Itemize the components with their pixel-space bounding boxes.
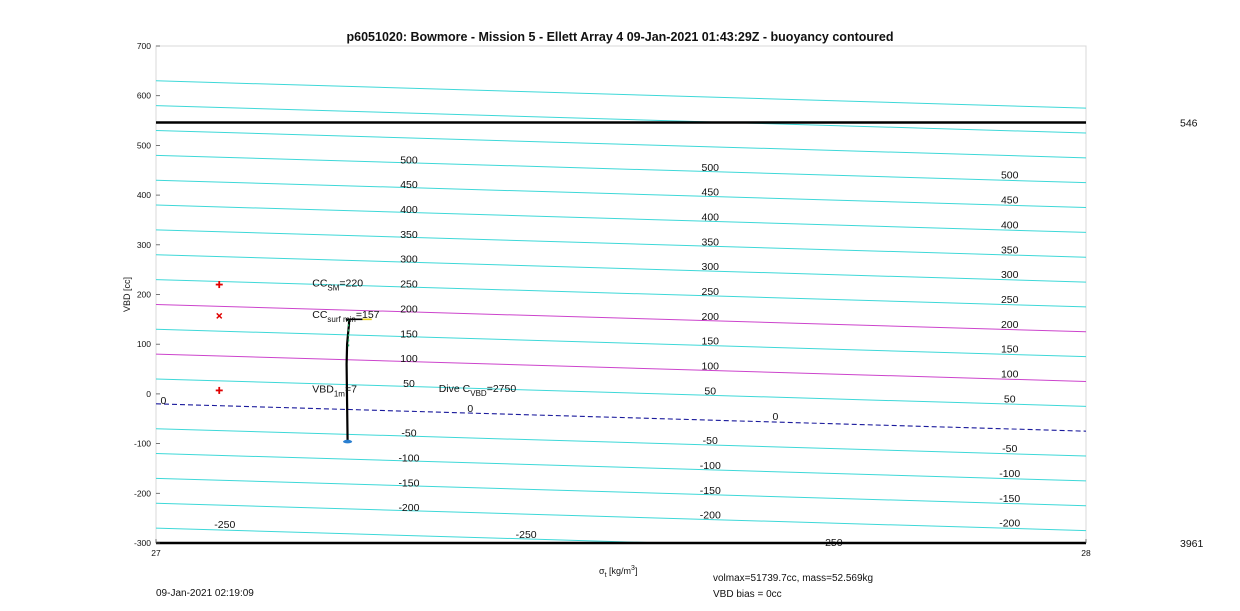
x-tick-label: 27 (151, 548, 161, 558)
reference-line-label: 546 (1180, 117, 1198, 130)
contour-label: 100 (400, 353, 418, 366)
contour-label: 500 (701, 161, 720, 174)
plot-area (156, 46, 1086, 543)
y-tick-label: 600 (136, 90, 151, 101)
y-tick-label: 700 (136, 41, 151, 51)
contour-label: -100 (999, 467, 1021, 480)
contour-label: 150 (1000, 343, 1019, 356)
contour-label: -150 (999, 492, 1021, 505)
y-tick-label: -300 (133, 538, 151, 548)
contour-label: 0 (160, 394, 167, 407)
y-tick-label: 0 (146, 388, 151, 399)
y-tick-label: 400 (136, 190, 151, 201)
contour-label: 50 (403, 377, 415, 390)
contour-label: 100 (701, 360, 720, 373)
contour-label: 300 (701, 261, 720, 274)
contour-label: 300 (400, 253, 418, 266)
contour-label: -100 (398, 452, 420, 465)
y-tick-label: 200 (136, 289, 151, 300)
contour-label: -150 (699, 484, 721, 497)
footer-volmax: volmax=51739.7cc, mass=52.569kg (713, 573, 874, 584)
contour-label: 200 (1000, 318, 1019, 331)
contour-label: 450 (701, 186, 720, 199)
y-tick-label: 300 (136, 239, 151, 250)
contour-label: 50 (1003, 393, 1016, 406)
dive-c-annotation: Dive $C_{VBD}=2750$ (438, 382, 517, 398)
contour-label: 0 (772, 410, 779, 423)
contour-label: 150 (701, 335, 720, 348)
contour-label: 200 (701, 310, 720, 323)
contour-label: -50 (702, 435, 718, 448)
footer-date: 09-Jan-2021 02:19:09 (156, 588, 254, 599)
contour-label: -50 (401, 427, 417, 440)
contour-label: -250 (821, 537, 843, 550)
contour-label: -250 (214, 519, 236, 532)
contour-label: 250 (1000, 293, 1019, 306)
y-tick-label: -100 (133, 438, 151, 449)
marker-annotation: $VBD_{1m}=7$ (312, 383, 357, 399)
contour-label: -150 (398, 477, 420, 490)
y-tick-label: -200 (133, 488, 151, 499)
contour-label: 350 (1000, 244, 1019, 257)
contour-label: -200 (999, 517, 1021, 530)
contour-label: -50 (1002, 443, 1018, 456)
contour-label: -100 (699, 459, 721, 472)
contour-label: 250 (701, 286, 720, 299)
x-tick-label: 28 (1081, 548, 1091, 558)
contour-label: 0 (467, 402, 474, 415)
footer-vbd-bias: VBD bias = 0cc (713, 589, 782, 600)
y-tick-label: 500 (136, 140, 151, 151)
y-axis-label: VBD [cc] (122, 276, 132, 313)
y-tick-label: 100 (136, 339, 151, 350)
contour-label: 500 (400, 154, 418, 167)
chart-title: p6051020: Bowmore - Mission 5 - Ellett Array 4 09-Jan-2021 01:43:29Z - buoyancy contoured (346, 30, 894, 44)
contour-label: 250 (400, 278, 418, 291)
contour-label: 450 (400, 179, 418, 192)
contour-label: -200 (699, 509, 721, 522)
x-axis-label: $\sigma_t$ $[kg/m^3]$ (599, 565, 638, 579)
reference-line-label: 3961 (1180, 538, 1204, 550)
contour-line (156, 578, 1086, 605)
contour-label: 200 (400, 303, 418, 316)
contour-label: 350 (701, 236, 720, 249)
contour-label: 400 (701, 211, 720, 224)
contour-label: 150 (400, 328, 418, 341)
contour-label: 50 (704, 385, 717, 398)
marker-annotation: $CC_{surf min}=157$ (312, 308, 380, 324)
contour-label: 350 (400, 228, 418, 241)
marker-annotation: $CC_{SM}=220$ (312, 277, 364, 293)
contour-label: 500 (1000, 169, 1019, 182)
contour-label: 400 (400, 204, 418, 217)
contour-label: -200 (398, 502, 420, 515)
contour-label: -250 (515, 529, 537, 542)
contour-label: 300 (1000, 269, 1019, 282)
profile-end-marker (343, 440, 352, 444)
contour-label: 450 (1000, 194, 1019, 207)
contour-label: 400 (1000, 219, 1019, 232)
contour-label: 100 (1000, 368, 1019, 381)
